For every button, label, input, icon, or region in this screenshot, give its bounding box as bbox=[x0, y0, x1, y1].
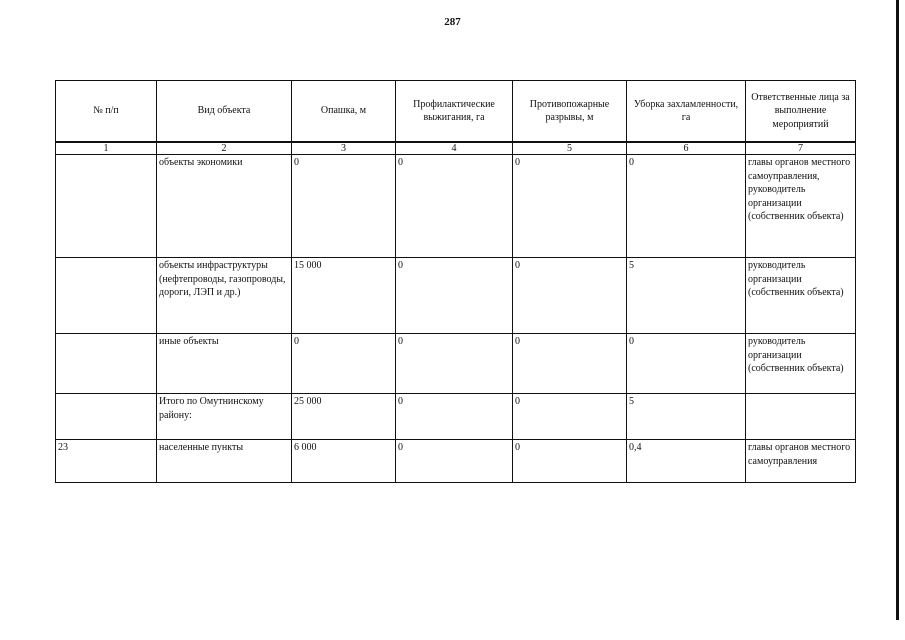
column-number: 6 bbox=[627, 142, 746, 155]
cell-responsible: главы органов местного самоуправления bbox=[746, 440, 856, 483]
cell-object-type: объекты экономики bbox=[157, 155, 292, 258]
cell-burning: 0 bbox=[396, 155, 513, 258]
page-number: 287 bbox=[444, 16, 461, 28]
header-number: № п/п bbox=[56, 81, 157, 143]
cell-cleanup: 5 bbox=[627, 258, 746, 334]
cell-object-type: Итого по Омутнинскому району: bbox=[157, 394, 292, 440]
table-row bbox=[56, 258, 856, 334]
cell-cleanup: 0 bbox=[627, 334, 746, 394]
cell-responsible: руководитель организации (собственник объекта) bbox=[746, 258, 856, 334]
cell-plowing: 0 bbox=[292, 334, 396, 394]
table-row bbox=[56, 334, 856, 394]
cell-number bbox=[56, 334, 157, 394]
header-plowing: Опашка, м bbox=[292, 81, 396, 143]
scan-edge-line bbox=[896, 0, 899, 620]
cell-firebreaks: 0 bbox=[513, 334, 627, 394]
cell-cleanup: 0 bbox=[627, 155, 746, 258]
header-object-type: Вид объекта bbox=[157, 81, 292, 143]
fire-prevention-table bbox=[55, 80, 856, 483]
cell-firebreaks: 0 bbox=[513, 440, 627, 483]
cell-burning: 0 bbox=[396, 394, 513, 440]
cell-firebreaks: 0 bbox=[513, 155, 627, 258]
cell-responsible bbox=[746, 394, 856, 440]
cell-firebreaks: 0 bbox=[513, 258, 627, 334]
cell-burning: 0 bbox=[396, 258, 513, 334]
header-burning: Профилактические выжигания, га bbox=[396, 81, 513, 143]
column-number: 5 bbox=[513, 142, 627, 155]
column-number: 2 bbox=[157, 142, 292, 155]
table-row bbox=[56, 155, 856, 258]
cell-object-type: объекты инфраструктуры (нефтепроводы, газопроводы, дороги, ЛЭП и др.) bbox=[157, 258, 292, 334]
header-cleanup: Уборка захламленности, га bbox=[627, 81, 746, 143]
cell-number: 23 bbox=[56, 440, 157, 483]
column-number: 3 bbox=[292, 142, 396, 155]
cell-object-type: населенные пункты bbox=[157, 440, 292, 483]
cell-responsible: руководитель организации (собственник объекта) bbox=[746, 334, 856, 394]
column-number-row bbox=[56, 142, 856, 155]
cell-cleanup: 5 bbox=[627, 394, 746, 440]
cell-plowing: 0 bbox=[292, 155, 396, 258]
cell-number bbox=[56, 155, 157, 258]
cell-burning: 0 bbox=[396, 440, 513, 483]
cell-plowing: 15 000 bbox=[292, 258, 396, 334]
table-row bbox=[56, 440, 856, 483]
cell-cleanup: 0,4 bbox=[627, 440, 746, 483]
cell-responsible: главы органов местного самоуправления, руководитель организации (собственник объекта) bbox=[746, 155, 856, 258]
header-firebreaks: Противопожарные разрывы, м bbox=[513, 81, 627, 143]
column-number: 7 bbox=[746, 142, 856, 155]
cell-object-type: иные объекты bbox=[157, 334, 292, 394]
header-responsible: Ответственные лица за выполнение мероприятий bbox=[746, 81, 856, 143]
cell-plowing: 6 000 bbox=[292, 440, 396, 483]
header-row bbox=[56, 81, 856, 143]
cell-firebreaks: 0 bbox=[513, 394, 627, 440]
cell-burning: 0 bbox=[396, 334, 513, 394]
cell-number bbox=[56, 394, 157, 440]
column-number: 1 bbox=[56, 142, 157, 155]
cell-plowing: 25 000 bbox=[292, 394, 396, 440]
column-number: 4 bbox=[396, 142, 513, 155]
cell-number bbox=[56, 258, 157, 334]
table-row-total bbox=[56, 394, 856, 440]
